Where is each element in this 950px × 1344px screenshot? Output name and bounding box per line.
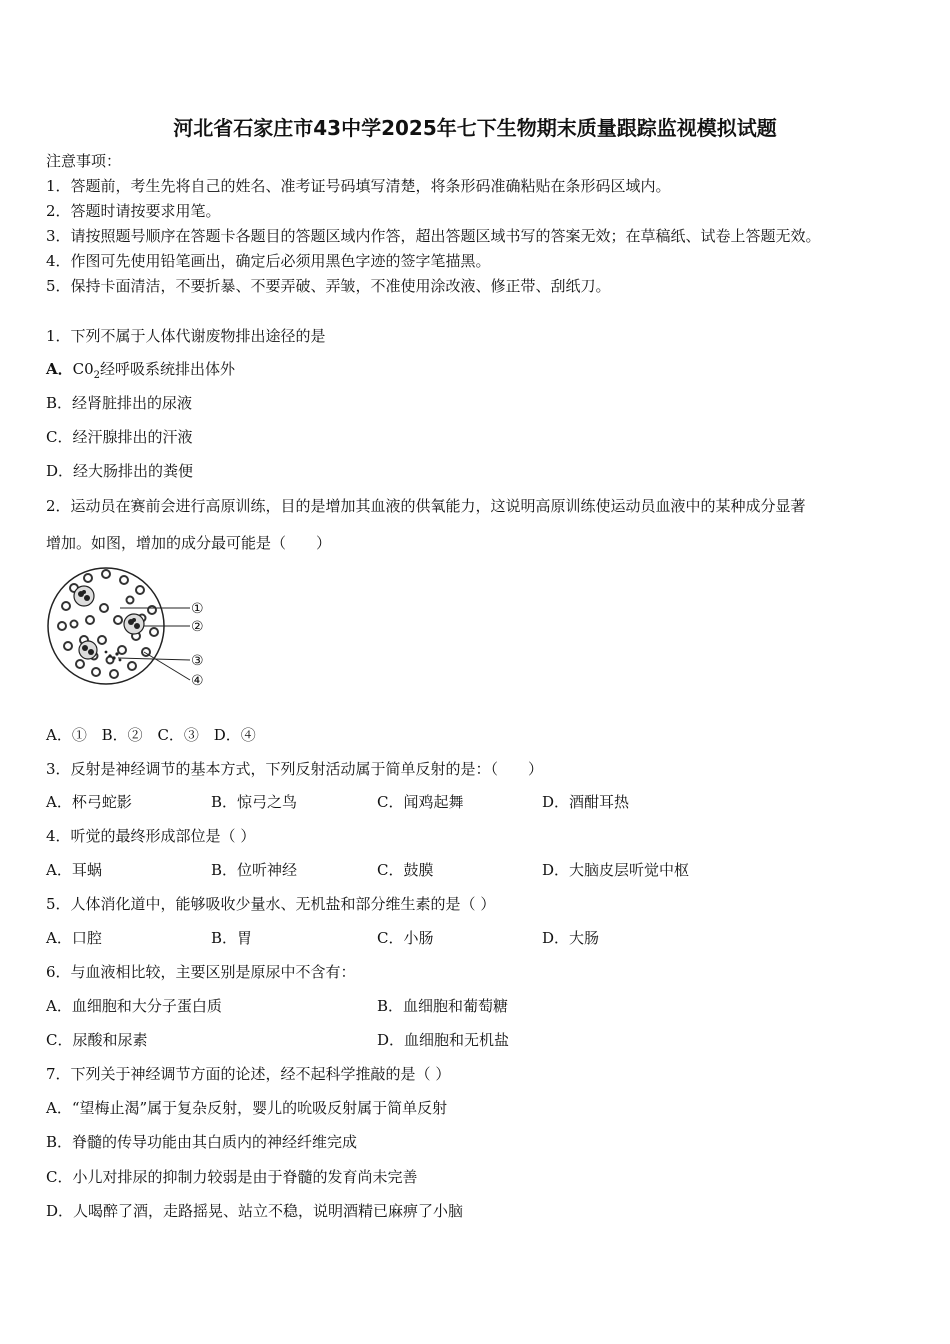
question-6-stem: 6．与血液相比较，主要区别是原尿中不含有：	[46, 963, 356, 981]
question-7-option-d: D．人喝醉了酒，走路摇晃、站立不稳，说明酒精已麻痹了小脑	[46, 1202, 464, 1220]
option-label: A．	[46, 360, 73, 378]
question-1-option-a	[46, 359, 235, 386]
question-4-option-d: D．大脑皮层听觉中枢	[542, 861, 690, 879]
question-1-option-b: B．经肾脏排出的尿液	[46, 394, 193, 412]
page-title: 河北省石家庄市43中学2025年七下生物期末质量跟踪监视模拟试题	[173, 116, 777, 140]
question-3-option-c: C．闻鸡起舞	[377, 793, 464, 811]
question-2-option-d: D．④	[213, 726, 256, 744]
question-1-option-c: C．经汗腺排出的汗液	[46, 428, 193, 446]
co2-subscript: 2	[93, 370, 101, 381]
question-5-stem: 5．人体消化道中，能够吸收少量水、无机盐和部分维生素的是（ ）	[46, 895, 496, 913]
question-7-stem: 7．下列关于神经调节方面的论述，经不起科学推敲的是（ ）	[46, 1065, 451, 1083]
notice-heading: 注意事项：	[46, 152, 122, 170]
question-5-option-a: A．口腔	[46, 929, 102, 947]
figure-label-3: ③	[191, 653, 204, 669]
question-3-option-b: B．惊弓之鸟	[211, 793, 298, 811]
figure-label-4: ④	[191, 673, 204, 689]
option-text: 经呼吸系统排出体外	[100, 360, 236, 378]
question-7-option-b: B．脊髓的传导功能由其白质内的神经纤维完成	[46, 1133, 358, 1151]
blood-smear-illustration	[44, 560, 216, 692]
question-1-option-d: D．经大肠排出的粪便	[46, 462, 194, 480]
question-5-option-d: D．大肠	[542, 929, 600, 947]
question-2-stem-line1: 2．运动员在赛前会进行高原训练，目的是增加其血液的供氧能力，这说明高原训练使运动员血液中的某种成分显著	[46, 497, 806, 515]
question-7-option-a: A．“望梅止渴”属于复杂反射，婴儿的吮吸反射属于简单反射	[46, 1099, 448, 1117]
question-3-option-d: D．酒酣耳热	[542, 793, 630, 811]
question-1-stem: 1．下列不属于人体代谢废物排出途径的是	[46, 327, 326, 345]
question-4-stem: 4．听觉的最终形成部位是（ ）	[46, 827, 256, 845]
question-5-option-b: B．胃	[211, 929, 253, 947]
notice-item: 1．答题前，考生先将自己的姓名、准考证号码填写清楚，将条形码准确粘贴在条形码区域内。	[46, 177, 671, 195]
figure-label-2: ②	[191, 619, 204, 635]
question-4-option-b: B．位听神经	[211, 861, 298, 879]
co2-formula: C0	[72, 360, 94, 378]
question-3-stem: 3．反射是神经调节的基本方式，下列反射活动属于简单反射的是：（ ）	[46, 760, 544, 778]
question-2-option-b: B．②	[101, 726, 143, 744]
question-3-option-a: A．杯弓蛇影	[46, 793, 132, 811]
question-6-option-a: A．血细胞和大分子蛋白质	[46, 997, 222, 1015]
question-7-option-c: C．小儿对排尿的抑制力较弱是由于脊髓的发育尚未完善	[46, 1168, 418, 1186]
question-4-option-a: A．耳蜗	[46, 861, 102, 879]
question-4-option-c: C．鼓膜	[377, 861, 434, 879]
question-6-option-d: D．血细胞和无机盐	[377, 1031, 510, 1049]
question-2-option-a: A．①	[46, 726, 87, 744]
question-2-option-c: C．③	[157, 726, 199, 744]
notice-item: 3．请按照题号顺序在答题卡各题目的答题区域内作答，超出答题区域书写的答案无效；在草稿纸、试卷上答题无效。	[46, 227, 821, 245]
blood-smear-figure	[44, 560, 216, 692]
notice-item: 2．答题时请按要求用笔。	[46, 202, 221, 220]
question-6-option-c: C．尿酸和尿素	[46, 1031, 148, 1049]
question-2-stem-line2: 增加。如图，增加的成分最可能是（ ）	[46, 534, 332, 552]
figure-label-1: ①	[191, 601, 204, 617]
notice-item: 5．保持卡面清洁，不要折暴、不要弄破、弄皱，不准使用涂改液、修正带、刮纸刀。	[46, 277, 611, 295]
question-5-option-c: C．小肠	[377, 929, 434, 947]
question-2-options	[46, 725, 266, 745]
notice-item: 4．作图可先使用铅笔画出，确定后必须用黑色字迹的签字笔描黑。	[46, 252, 491, 270]
question-6-option-b: B．血细胞和葡萄糖	[377, 997, 509, 1015]
